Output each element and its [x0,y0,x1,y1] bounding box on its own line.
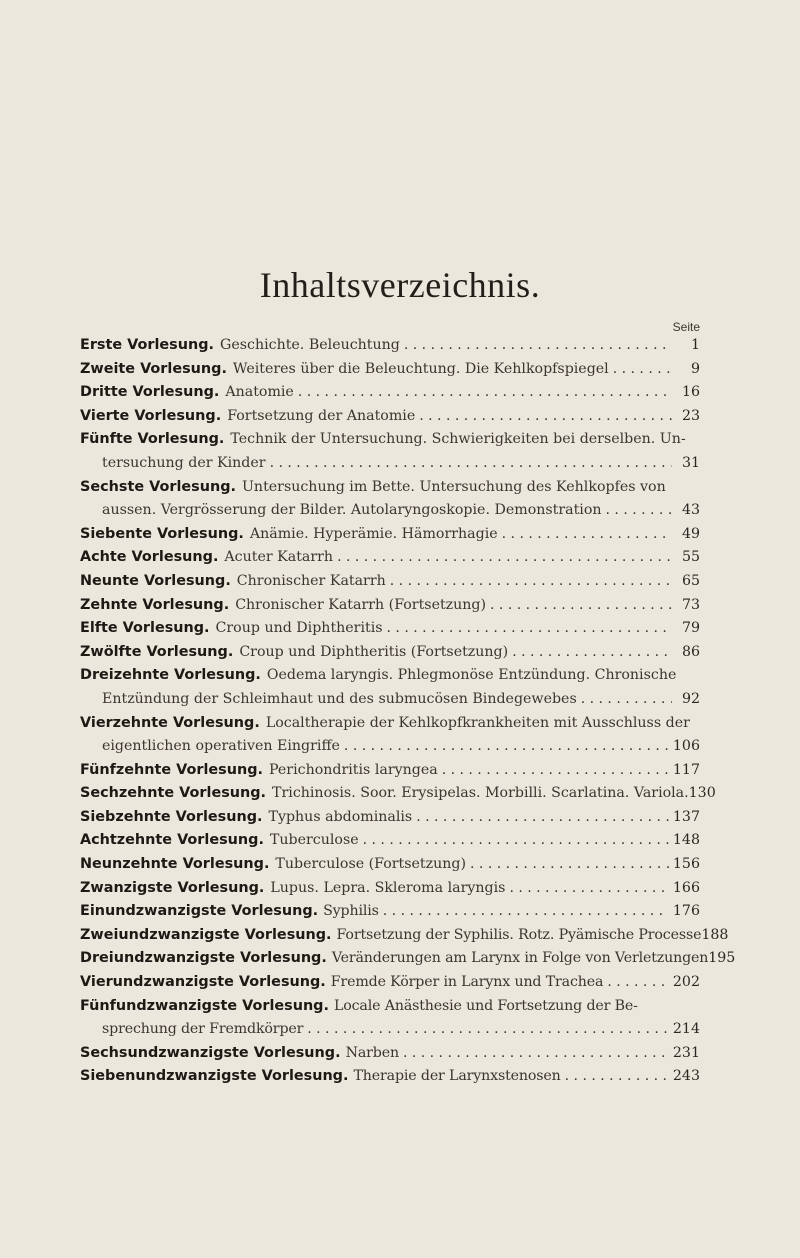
lecture-label: Neunzehnte Vorlesung. [80,856,270,873]
toc-entry-line [80,546,700,570]
lecture-topics: Untersuchung im Bette. Untersuchung des Kehlkopfes von [241,478,666,495]
toc-entry [80,334,700,358]
lecture-topics: Anämie. Hyperämie. Hämorrhagie [249,525,498,542]
toc-entry-line [80,900,700,924]
toc-entry [80,995,700,1042]
lecture-topics: Chronischer Katarrh [236,572,386,589]
page-number: 73 [681,596,700,613]
lecture-topics: Technik der Untersuchung. Schwierigkeiten bei derselben. Un- [230,431,686,448]
page-number: 195 [708,950,736,967]
toc-entry-line [80,1065,700,1089]
toc-entry [80,947,736,971]
lecture-topics: Localtherapie der Kehlkopfkrankheiten mit Ausschluss der [265,714,690,731]
page-number: 49 [681,525,700,542]
page-number: 243 [672,1068,700,1085]
toc-entry [80,617,700,641]
page-title: Inhaltsverzeichnis. [259,265,541,305]
toc-entry-line [80,334,700,358]
lecture-label: Elfte Vorlesung. [80,620,210,637]
dot-leader [403,1042,669,1066]
toc-entry-line [80,358,700,382]
lecture-topics: Geschichte. Beleuchtung [220,337,400,353]
dot-leader [502,523,672,547]
page-number: 176 [672,903,700,920]
dot-leader [404,334,672,358]
page-number: 9 [690,360,700,377]
toc-entry [80,428,700,475]
page-number: 117 [672,761,700,778]
toc-entry-line [80,405,700,429]
lecture-topics: Narben [345,1044,399,1061]
toc-entry [80,759,700,783]
lecture-topics: Tuberculose [269,832,359,849]
dot-leader [344,735,669,759]
toc-entry-line [80,782,716,806]
lecture-label: Sechzehnte Vorlesung. [80,785,267,802]
page-number: 231 [672,1044,700,1061]
lecture-label: Dritte Vorlesung. [80,384,220,401]
lecture-topics: Fortsetzung der Syphilis. Rotz. Pyämische Processe [336,926,702,943]
dot-leader [509,877,668,901]
lecture-label: Zwanzigste Vorlesung. [80,879,265,896]
toc-entry-line [80,877,700,901]
lecture-label: Dreiundzwanzigste Vorlesung. [80,950,327,967]
toc-entry [80,405,700,429]
page-number: 106 [672,738,700,755]
toc-entry-line [80,806,700,830]
dot-leader [363,829,669,853]
toc-entry-line [80,924,729,948]
toc-entry-line [80,759,700,783]
dot-leader [337,546,672,570]
lecture-label: Vierzehnte Vorlesung. [80,714,260,731]
lecture-topics: Fortsetzung der Anatomie [227,407,416,424]
toc-entry [80,829,700,853]
dot-leader [298,381,672,405]
toc-entry [80,924,729,948]
page-number: 188 [701,926,729,943]
toc-entry [80,712,700,759]
toc-entry-continuation [80,452,700,476]
lecture-label: Vierundzwanzigste Vorlesung. [80,974,326,991]
toc-entry-line [80,853,700,877]
lecture-topics: tersuchung der Kinder [102,454,266,471]
toc-entry-line [80,594,700,618]
toc-entry-continuation [80,735,700,759]
lecture-label: Sechste Vorlesung. [80,478,236,495]
lecture-topics: Oedema laryngis. Phlegmonöse Entzündung. Chronische [266,667,677,684]
table-of-contents [80,334,736,1089]
toc-entry [80,900,700,924]
page-number: 55 [681,549,700,566]
toc-entry-line [80,381,700,405]
lecture-topics: sprechung der Fremdkörper [102,1021,304,1038]
page-column-header: Seite [672,320,700,334]
toc-entry-line [80,570,700,594]
toc-entry-line [80,617,700,641]
page-number: 148 [672,832,700,849]
dot-leader [565,1065,669,1089]
toc-entry-line [80,971,700,995]
dot-leader [470,853,669,877]
toc-entry [80,570,700,594]
lecture-topics: Croup und Diphtheritis [215,620,383,637]
lecture-label: Zwölfte Vorlesung. [80,643,234,660]
toc-entry [80,523,700,547]
page-number: 92 [681,690,700,707]
toc-entry-line [80,712,700,736]
page-number: 31 [681,454,700,471]
lecture-topics: eigentlichen operativen Eingriffe [102,738,340,755]
lecture-topics: Croup und Diphtheritis (Fortsetzung) [239,643,509,660]
dot-leader [390,570,672,594]
page-number: 23 [681,407,700,424]
lecture-topics: Entzündung der Schleimhaut und des submucösen Bindegewebes [102,690,577,707]
dot-leader [512,641,672,665]
dot-leader [607,971,669,995]
lecture-label: Fünfundzwanzigste Vorlesung. [80,997,329,1014]
lecture-topics: Lupus. Lepra. Skleroma laryngis [270,879,506,896]
toc-entry-line [80,664,700,688]
toc-entry [80,877,700,901]
page-number: 1 [690,337,700,353]
dot-leader [581,688,672,712]
lecture-label: Dreizehnte Vorlesung. [80,667,261,684]
lecture-topics: Therapie der Larynxstenosen [353,1068,561,1085]
toc-entry-line [80,1042,700,1066]
page-number: 86 [681,643,700,660]
dot-leader [387,617,672,641]
toc-entry-line [80,829,700,853]
lecture-label: Neunte Vorlesung. [80,572,231,589]
toc-entry-line [80,641,700,665]
page-number: 214 [672,1021,700,1038]
page-number: 202 [672,974,700,991]
toc-entry-line [80,947,736,971]
page-number: 130 [688,785,716,802]
lecture-topics: aussen. Vergrösserung der Bilder. Autolaryngoskopie. Demonstration [102,502,602,519]
lecture-label: Vierte Vorlesung. [80,407,222,424]
toc-entry [80,1042,700,1066]
dot-leader [613,358,672,382]
toc-entry [80,664,700,711]
lecture-label: Zehnte Vorlesung. [80,596,230,613]
lecture-label: Fünfzehnte Vorlesung. [80,761,263,778]
dot-leader [419,405,672,429]
lecture-topics: Weiteres über die Beleuchtung. Die Kehlkopfspiegel [232,360,609,377]
toc-entry-line [80,523,700,547]
toc-entry [80,806,700,830]
page-number: 156 [672,856,700,873]
lecture-label: Fünfte Vorlesung. [80,431,225,448]
toc-entry [80,641,700,665]
dot-leader [606,499,672,523]
toc-entry-line [80,476,700,500]
toc-entry-line [80,995,700,1019]
lecture-topics: Tuberculose (Fortsetzung) [275,856,467,873]
toc-entry-continuation [80,499,700,523]
toc-entry-line [80,428,700,452]
lecture-topics: Acuter Katarrh [224,549,334,566]
toc-entry [80,546,700,570]
page-number: 65 [681,572,700,589]
toc-entry [80,381,700,405]
toc-entry-continuation [80,688,700,712]
lecture-label: Siebenundzwanzigste Vorlesung. [80,1068,349,1085]
dot-leader [490,594,672,618]
lecture-label: Zweiundzwanzigste Vorlesung. [80,926,332,943]
lecture-label: Achte Vorlesung. [80,549,219,566]
lecture-label: Einundzwanzigste Vorlesung. [80,903,319,920]
toc-entry [80,1065,700,1089]
lecture-label: Sechsundzwanzigste Vorlesung. [80,1044,341,1061]
toc-entry-continuation [80,1018,700,1042]
page-number: 43 [681,502,700,519]
toc-entry [80,358,700,382]
toc-entry [80,853,700,877]
page-number: 79 [681,620,700,637]
toc-entry [80,782,716,806]
dot-leader [416,806,669,830]
lecture-topics: Locale Anästhesie und Fortsetzung der Be- [333,997,638,1014]
toc-entry [80,971,700,995]
toc-entry [80,594,700,618]
dot-leader [270,452,672,476]
lecture-label: Siebente Vorlesung. [80,525,244,542]
lecture-label: Achtzehnte Vorlesung. [80,832,264,849]
lecture-topics: Perichondritis laryngea [269,761,438,778]
lecture-topics: Trichinosis. Soor. Erysipelas. Morbilli. Scarlatina. Variola. [272,785,689,802]
page-number: 166 [672,879,700,896]
lecture-topics: Chronischer Katarrh (Fortsetzung) [235,596,487,613]
dot-leader [307,1018,669,1042]
lecture-topics: Typhus abdominalis [268,808,413,825]
dot-leader [383,900,669,924]
lecture-label: Erste Vorlesung. [80,337,214,353]
lecture-topics: Anatomie [225,384,294,401]
page-number: 137 [672,808,700,825]
lecture-topics: Syphilis [323,903,379,920]
page-number: 16 [681,384,700,401]
lecture-label: Zweite Vorlesung. [80,360,227,377]
dot-leader [442,759,669,783]
lecture-label: Siebzehnte Vorlesung. [80,808,263,825]
lecture-topics: Fremde Körper in Larynx und Trachea [330,974,604,991]
toc-entry [80,476,700,523]
lecture-topics: Veränderungen am Larynx in Folge von Verletzungen [331,950,709,967]
